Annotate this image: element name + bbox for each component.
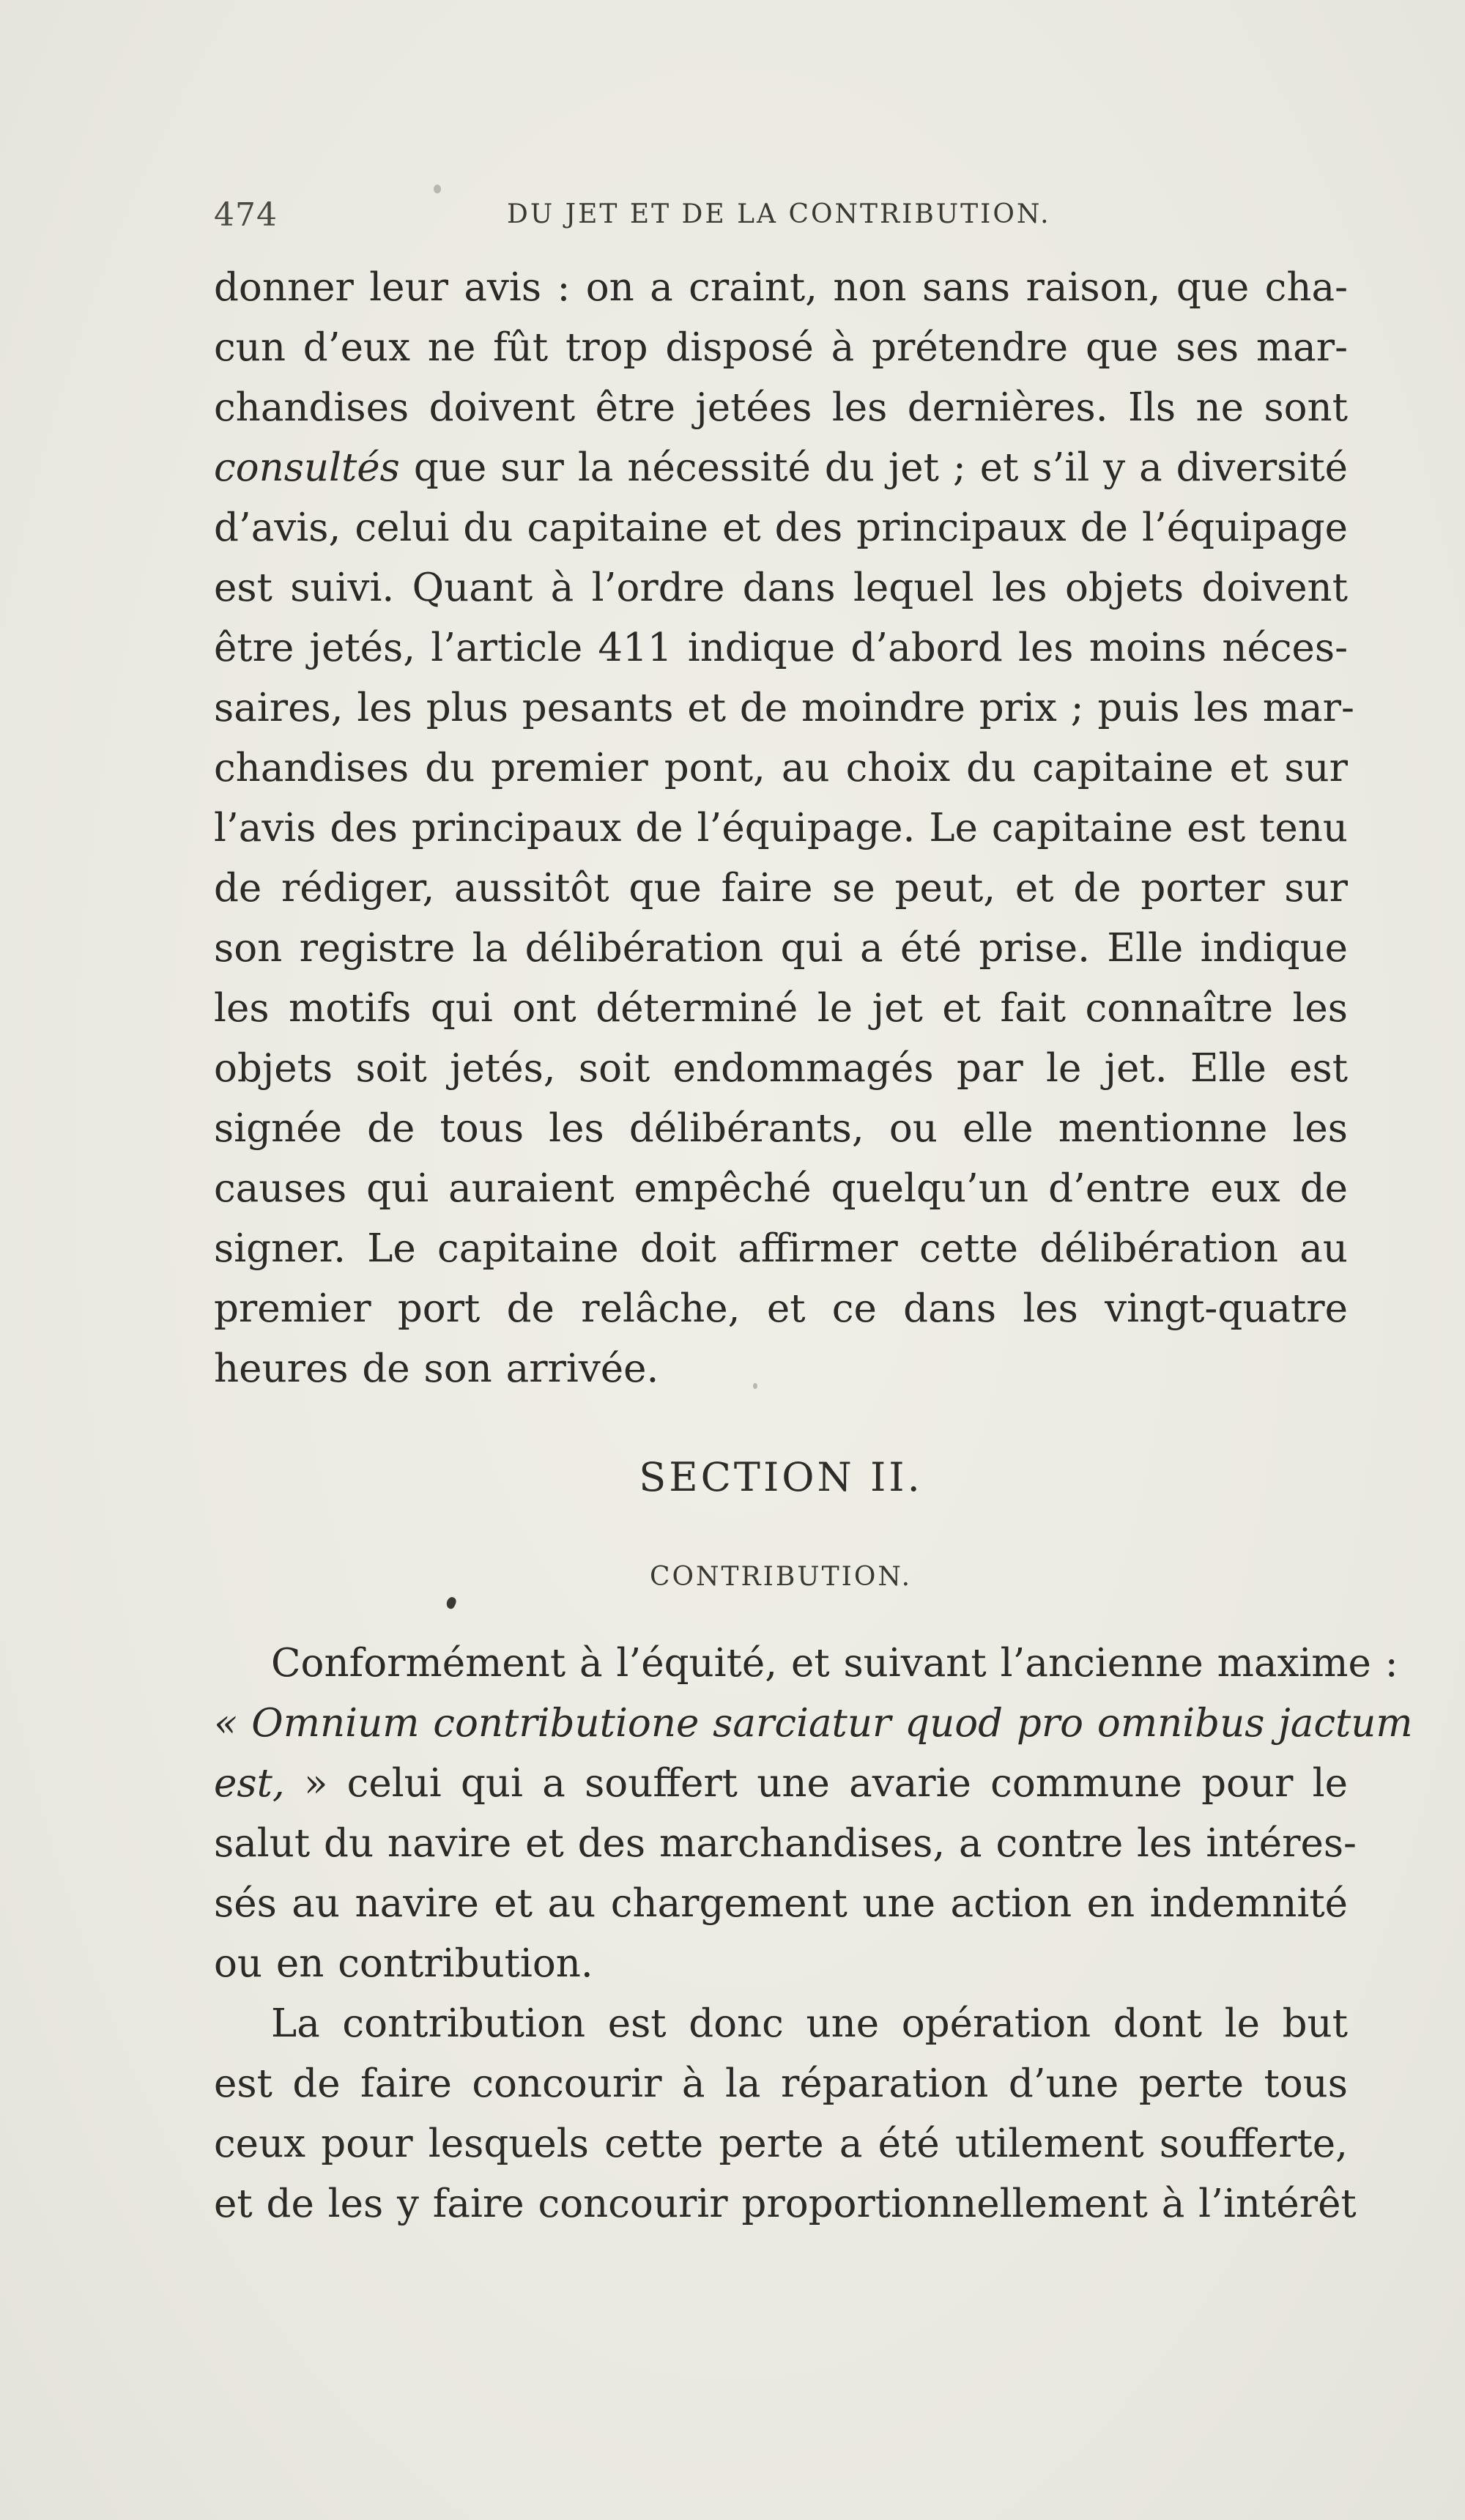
text-line: salut du navire et des marchandises, a contre les intéres- (214, 1821, 1357, 1866)
paper-speck-icon (753, 1383, 757, 1389)
text-line: d’avis, celui du capitaine et des principaux de l’équipage (214, 505, 1348, 550)
text-line: signer. Le capitaine doit affirmer cette délibération au (214, 1226, 1348, 1271)
body-text-section-1 (214, 258, 1354, 1399)
text-line: sés au navire et au chargement une action en indemnité (214, 1881, 1348, 1926)
text-line: objets soit jetés, soit endommagés par le jet. Elle est (214, 1046, 1348, 1091)
text-line: ou en contribution. (214, 1941, 593, 1986)
latin-maxim: « Omnium contributione sarciatur quod pro omnibus jactum (214, 1701, 1413, 1746)
text-line: premier port de relâche, et ce dans les vingt-quatre (214, 1286, 1348, 1331)
body-text-section-2 (214, 1634, 1413, 2234)
section-subheading: CONTRIBUTION. (649, 1562, 913, 1592)
text-line: est de faire concourir à la réparation d’une perte tous (214, 2061, 1348, 2106)
text-line: chandises du premier pont, au choix du capitaine et sur (214, 746, 1348, 790)
section-heading: SECTION II. (639, 1454, 923, 1500)
text-line: ceux pour lesquels cette perte a été utilement soufferte, (214, 2121, 1348, 2166)
text-line: les motifs qui ont déterminé le jet et fait connaître les (214, 986, 1348, 1031)
text-line-rest: que sur la nécessité du jet ; et s’il y a diversité (399, 445, 1348, 490)
text-line: et de les y faire concourir proportionnellement à l’intérêt (214, 2182, 1357, 2226)
text-line (214, 1754, 1348, 1814)
text-line: cun d’eux ne fût trop disposé à prétendre que ses mar- (214, 325, 1348, 370)
text-line: signée de tous les délibérants, ou elle mentionne les (214, 1106, 1348, 1151)
text-line: son registre la délibération qui a été prise. Elle indique (214, 926, 1348, 971)
latin-maxim-end: est, (214, 1761, 285, 1806)
text-line (214, 438, 1348, 498)
text-line: heures de son arrivée. (214, 1346, 659, 1391)
text-line: est suivi. Quant à l’ordre dans lequel les objets doivent (214, 566, 1348, 610)
text-line: être jetés, l’article 411 indique d’abord les moins néces- (214, 626, 1348, 670)
ink-mark-icon (445, 1596, 458, 1610)
running-title: DU JET ET DE LA CONTRIBUTION. (507, 199, 1051, 229)
text-line: causes qui auraient empêché quelqu’un d’entre eux de (214, 1166, 1348, 1211)
text-line: chandises doivent être jetées les dernières. Ils ne sont (214, 385, 1348, 430)
text-line: l’avis des principaux de l’équipage. Le capitaine est tenu (214, 806, 1348, 850)
paper-speck-icon (434, 185, 441, 193)
italic-term: consultés (214, 445, 400, 490)
text-line: La contribution est donc une opération dont le but (271, 2001, 1348, 2046)
text-line: de rédiger, aussitôt que faire se peut, et de porter sur (214, 866, 1348, 911)
text-line: Conformément à l’équité, et suivant l’ancienne maxime : (271, 1641, 1398, 1686)
text-line: donner leur avis : on a craint, non sans raison, que cha- (214, 265, 1348, 310)
page-number: 474 (214, 196, 278, 234)
text-line-rest: » celui qui a souffert une avarie commune pour le (284, 1761, 1348, 1806)
running-head (214, 196, 1357, 240)
text-line (214, 1694, 1413, 1754)
text-line: saires, les plus pesants et de moindre prix ; puis les mar- (214, 686, 1354, 730)
